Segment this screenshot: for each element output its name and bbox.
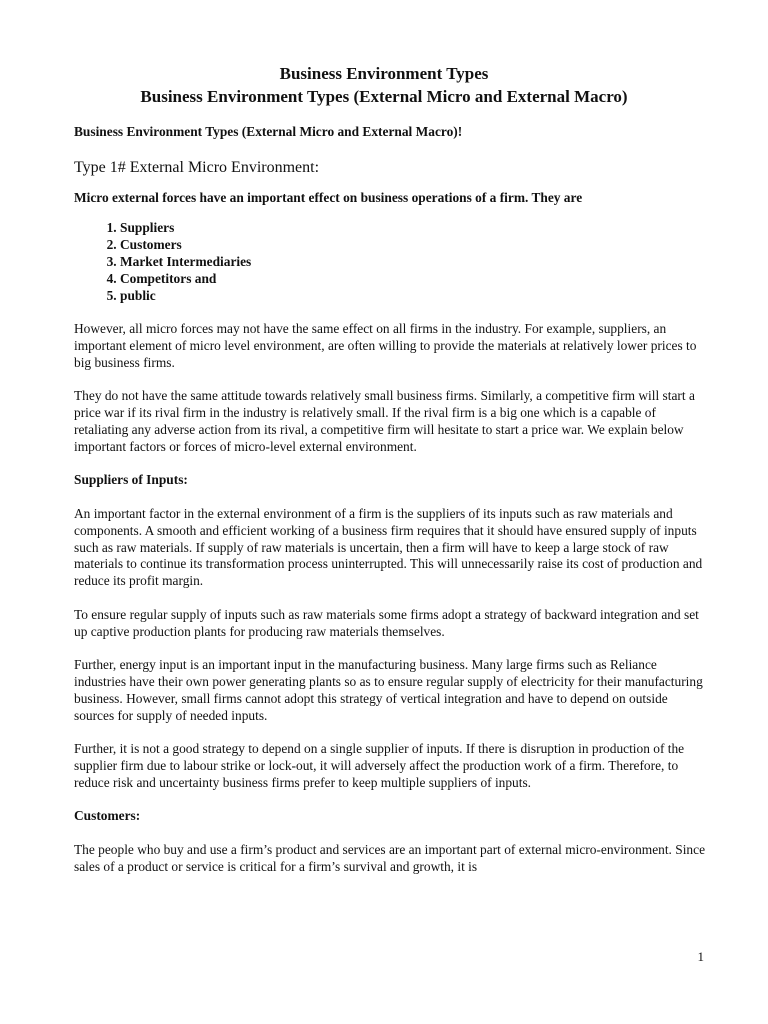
document-title: Business Environment Types — [279, 64, 489, 83]
list-item: 4. Competitors and — [120, 271, 706, 288]
micro-forces-intro: Micro external forces have an important effect on business operations of a firm. They are — [74, 189, 583, 205]
body-paragraph: However, all micro forces may not have the same effect on all firms in the industry. For example, suppliers, an important element of micro level environment, are often willing to provide the materials at relatively lower prices to big business firms. — [74, 321, 697, 370]
body-paragraph: To ensure regular supply of inputs such as raw materials some firms adopt a strategy of backward integration and set up captive production plants for producing raw materials themselves. — [74, 606, 699, 639]
document-subtitle: Business Environment Types (External Micro and External Macro) — [140, 87, 628, 106]
list-item: 5. public — [120, 288, 706, 305]
section-heading-suppliers: Suppliers of Inputs: — [74, 472, 188, 488]
body-paragraph: The people who buy and use a firm’s product and services are an important part of external micro-environment. Since sales of a product or service is critical for a firm’s survival and growth, it is — [74, 841, 706, 874]
page-number: 1 — [697, 949, 704, 964]
list-item: 3. Market Intermediaries — [120, 254, 706, 271]
micro-forces-list — [74, 220, 706, 304]
document-body — [74, 124, 706, 892]
body-paragraph: Further, energy input is an important input in the manufacturing business. Many large firms such as Reliance industries have their own power generating plants so as to ensure regular supply of electricity for their manufacturing business. However, small firms cannot adopt this strategy of vertical integration and have to depend on outside sources for supply of needed inputs. — [74, 657, 703, 723]
body-paragraph: Further, it is not a good strategy to depend on a single supplier of inputs. If there is disruption in production of the supplier firm due to labour strike or lock-out, it will adversely affect the production work of a firm. Therefore, to reduce risk and uncertainty business firms prefer to keep multiple suppliers of inputs. — [74, 741, 685, 790]
list-item: 1. Suppliers — [120, 220, 706, 237]
list-item: 2. Customers — [120, 237, 706, 254]
body-paragraph: An important factor in the external environment of a firm is the suppliers of its inputs such as raw materials and components. A smooth and efficient working of a business firm requires that it should have ensured supply of inputs such as raw materials. If supply of raw materials is uncertain, then a firm will have to keep a large stock of raw materials to continue its transformation process uninterrupted. This will unnecessarily raise its cost of production and reduce its profit margin. — [74, 505, 703, 589]
section-heading-customers: Customers: — [74, 808, 141, 824]
type-heading: Type 1# External Micro Environment: — [74, 158, 320, 176]
body-paragraph: They do not have the same attitude towards relatively small business firms. Similarly, a competitive firm will start a price war if its rival firm in the industry is relatively small. If the rival firm is a big one which is a capable of retaliating any adverse action from its rival, a competitive firm will hesitate to start a price war. We explain below important factors or forces of micro-level external environment. — [74, 388, 695, 454]
lead-line: Business Environment Types (External Micro and External Macro)! — [74, 124, 463, 139]
